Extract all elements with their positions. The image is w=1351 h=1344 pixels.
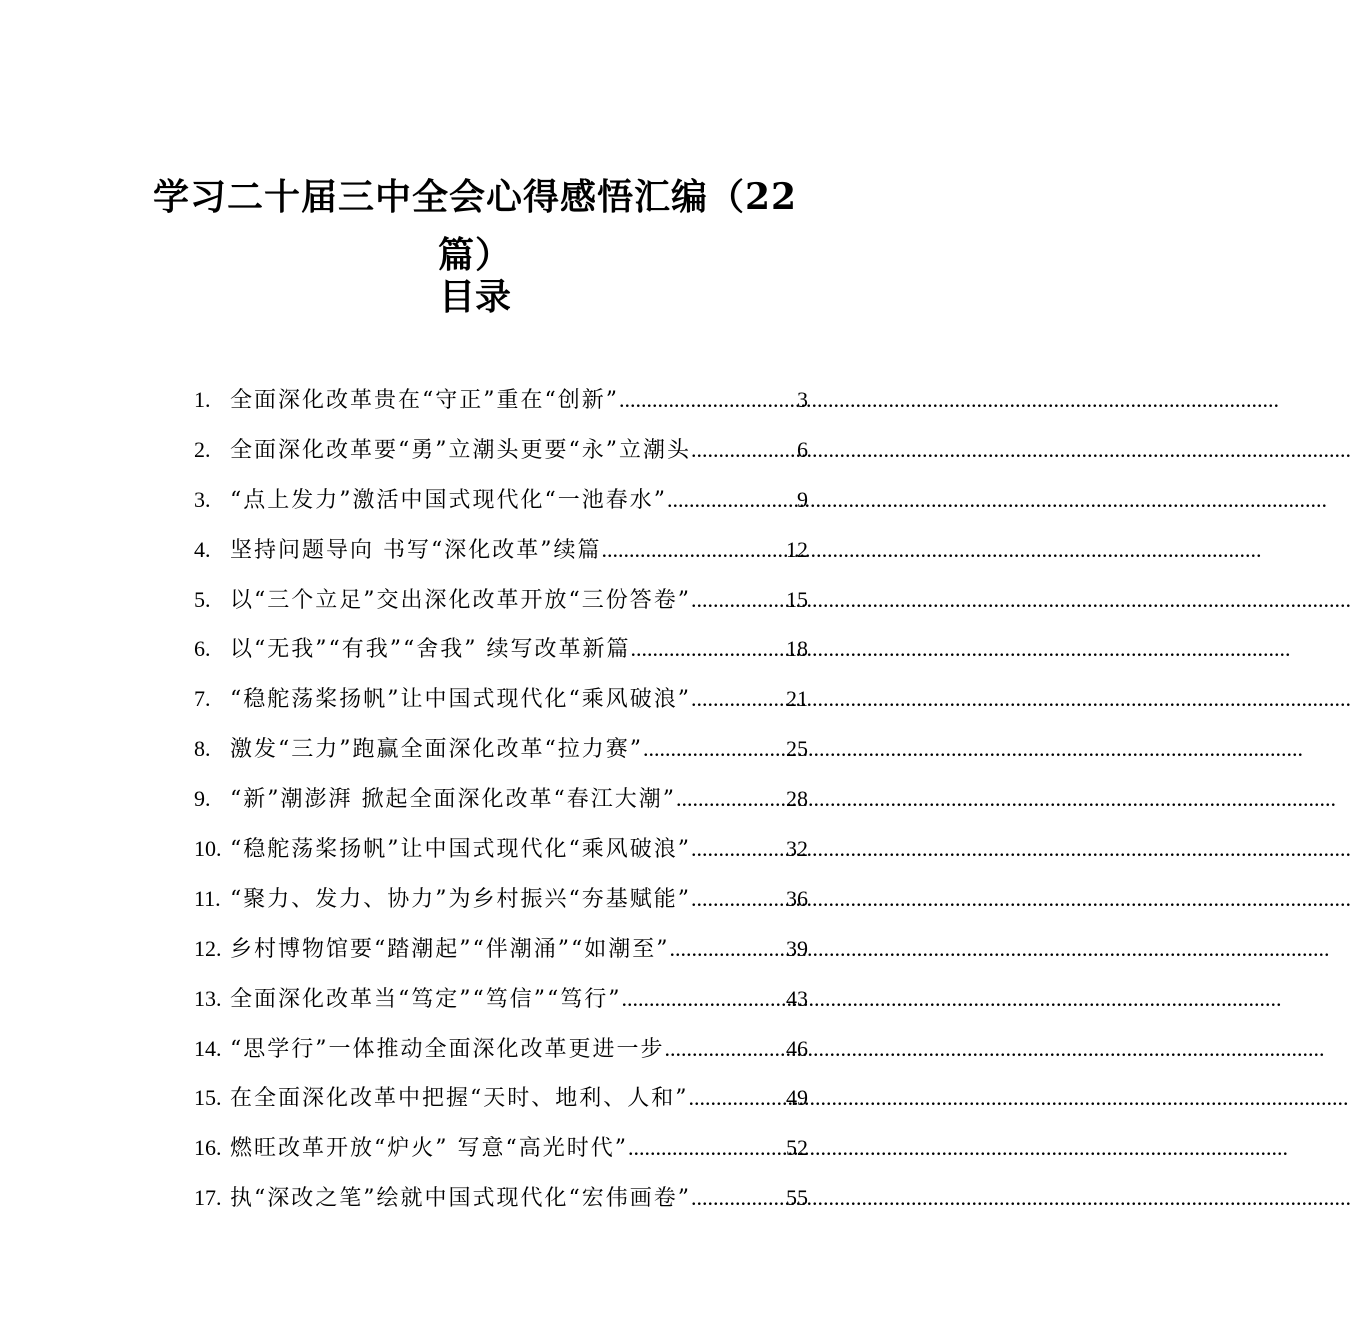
toc-leader-dots xyxy=(602,525,787,575)
toc-entry[interactable] xyxy=(194,525,808,575)
toc-entry[interactable] xyxy=(194,1073,808,1123)
toc-entry-title: 全面深化改革贵在“守正”重在“创新” xyxy=(230,388,619,413)
toc-entry-page: 49 xyxy=(786,1085,808,1111)
toc-leader-dots xyxy=(691,425,797,475)
toc-entry-title: “稳舵荡桨扬帆”让中国式现代化“乘风破浪” xyxy=(230,687,691,713)
toc-entry[interactable] xyxy=(194,375,808,425)
toc-heading: 目录 xyxy=(438,276,511,318)
toc-leader-dots xyxy=(665,1024,787,1074)
toc-entry[interactable] xyxy=(194,824,808,874)
toc-entry[interactable] xyxy=(194,924,808,974)
toc-entry-number: 13. xyxy=(194,985,222,1011)
toc-leader-dots xyxy=(691,674,786,724)
toc-entry-title: 执“深改之笔”绘就中国式现代化“宏伟画卷” xyxy=(230,1186,691,1212)
toc-entry-page: 15 xyxy=(786,586,808,612)
toc-entry-page: 6 xyxy=(797,436,808,462)
toc-entry-title: 在全面深化改革中把握“天时、地利、人和” xyxy=(230,1086,689,1112)
toc-leader-dots xyxy=(691,1173,786,1223)
toc-leader-dots xyxy=(669,924,786,974)
toc-entry[interactable] xyxy=(194,1024,808,1074)
toc-entry[interactable] xyxy=(194,874,808,924)
toc-entry-page: 46 xyxy=(786,1035,808,1061)
toc-entry-page: 21 xyxy=(786,686,808,712)
toc-entry-title: 坚持问题导向 书写“深化改革”续篇 xyxy=(230,537,602,563)
document-title: 学习二十届三中全会心得感悟汇编（22篇） xyxy=(152,176,798,276)
toc-entry-page: 55 xyxy=(786,1185,808,1211)
toc-entry-page: 28 xyxy=(786,786,808,812)
toc-entry-title: “聚力、发力、协力”为乡村振兴“夯基赋能” xyxy=(230,886,691,912)
toc-entry-title: “稳舵荡桨扬帆”让中国式现代化“乘风破浪” xyxy=(230,837,691,863)
toc-entry-page: 18 xyxy=(786,636,808,662)
toc-leader-dots xyxy=(676,774,786,824)
toc-leader-dots xyxy=(643,724,786,774)
toc-entry[interactable] xyxy=(194,724,808,774)
toc-entry-number: 15. xyxy=(194,1085,222,1111)
toc-entry-page: 36 xyxy=(786,885,808,911)
toc-entry-number: 14. xyxy=(194,1035,222,1061)
toc-entry-title: “思学行”一体推动全面深化改革更进一步 xyxy=(230,1036,665,1062)
toc-entry-page: 25 xyxy=(786,736,808,762)
toc-entry-number: 9. xyxy=(194,786,211,812)
toc-entry-number: 7. xyxy=(194,686,211,712)
toc-entry-number: 2. xyxy=(194,436,211,462)
toc-entry-title: “点上发力”激活中国式现代化“一池春水” xyxy=(230,487,667,513)
toc-entry-page: 43 xyxy=(786,985,808,1011)
toc-entry-number: 16. xyxy=(194,1135,222,1161)
toc-entry[interactable] xyxy=(194,425,808,475)
toc-entry[interactable] xyxy=(194,624,808,674)
toc-entry[interactable] xyxy=(194,674,808,724)
toc-entry-number: 1. xyxy=(194,387,211,412)
toc-entry-title: 乡村博物馆要“踏潮起”“伴潮涌”“如潮至” xyxy=(230,936,670,962)
toc-entry-page: 32 xyxy=(786,836,808,862)
toc-entry-title: 全面深化改革当“笃定”“笃信”“笃行” xyxy=(230,986,622,1012)
toc-leader-dots xyxy=(691,874,786,924)
toc-entry-number: 12. xyxy=(194,935,222,961)
toc-leader-dots xyxy=(619,375,797,425)
toc-entry-number: 11. xyxy=(194,885,221,911)
toc-leader-dots xyxy=(691,824,786,874)
toc-entry-title: 燃旺改革开放“炉火” 写意“高光时代” xyxy=(230,1136,628,1162)
toc-leader-dots xyxy=(667,475,797,525)
toc-entry[interactable] xyxy=(194,575,808,625)
toc-entry-number: 4. xyxy=(194,536,211,562)
toc-leader-dots xyxy=(630,624,786,674)
toc-entry-page: 9 xyxy=(797,486,808,512)
toc-entry-number: 17. xyxy=(194,1185,222,1211)
toc-entry-title: 以“三个立足”交出深化改革开放“三份答卷” xyxy=(230,587,691,613)
toc-leader-dots xyxy=(621,974,786,1024)
toc-entry-page: 12 xyxy=(786,536,808,562)
toc-leader-dots xyxy=(628,1123,786,1173)
toc-entry-number: 3. xyxy=(194,486,211,512)
toc-entry-page: 3 xyxy=(797,387,808,412)
toc-entry[interactable] xyxy=(194,1123,808,1173)
toc-entry-page: 39 xyxy=(786,935,808,961)
toc-leader-dots xyxy=(691,575,786,625)
toc-leader-dots xyxy=(689,1073,787,1123)
toc-entry-title: 以“无我”“有我”“舍我” 续写改革新篇 xyxy=(230,637,631,663)
toc-entry[interactable] xyxy=(194,974,808,1024)
toc-entry-title: 全面深化改革要“勇”立潮头更要“永”立潮头 xyxy=(230,437,691,463)
toc-entry-page: 52 xyxy=(786,1135,808,1161)
toc-entry-title: “新”潮澎湃 掀起全面深化改革“春江大潮” xyxy=(230,787,676,813)
toc-entry-title: 激发“三力”跑赢全面深化改革“拉力赛” xyxy=(230,737,643,763)
toc-entry[interactable] xyxy=(194,475,808,525)
toc-entry-number: 6. xyxy=(194,636,211,662)
toc-entry-number: 8. xyxy=(194,736,211,762)
toc-entry[interactable] xyxy=(194,1173,808,1223)
toc-entry[interactable] xyxy=(194,774,808,824)
table-of-contents xyxy=(194,375,808,1223)
toc-entry-number: 5. xyxy=(194,586,211,612)
toc-entry-number: 10. xyxy=(194,836,222,862)
